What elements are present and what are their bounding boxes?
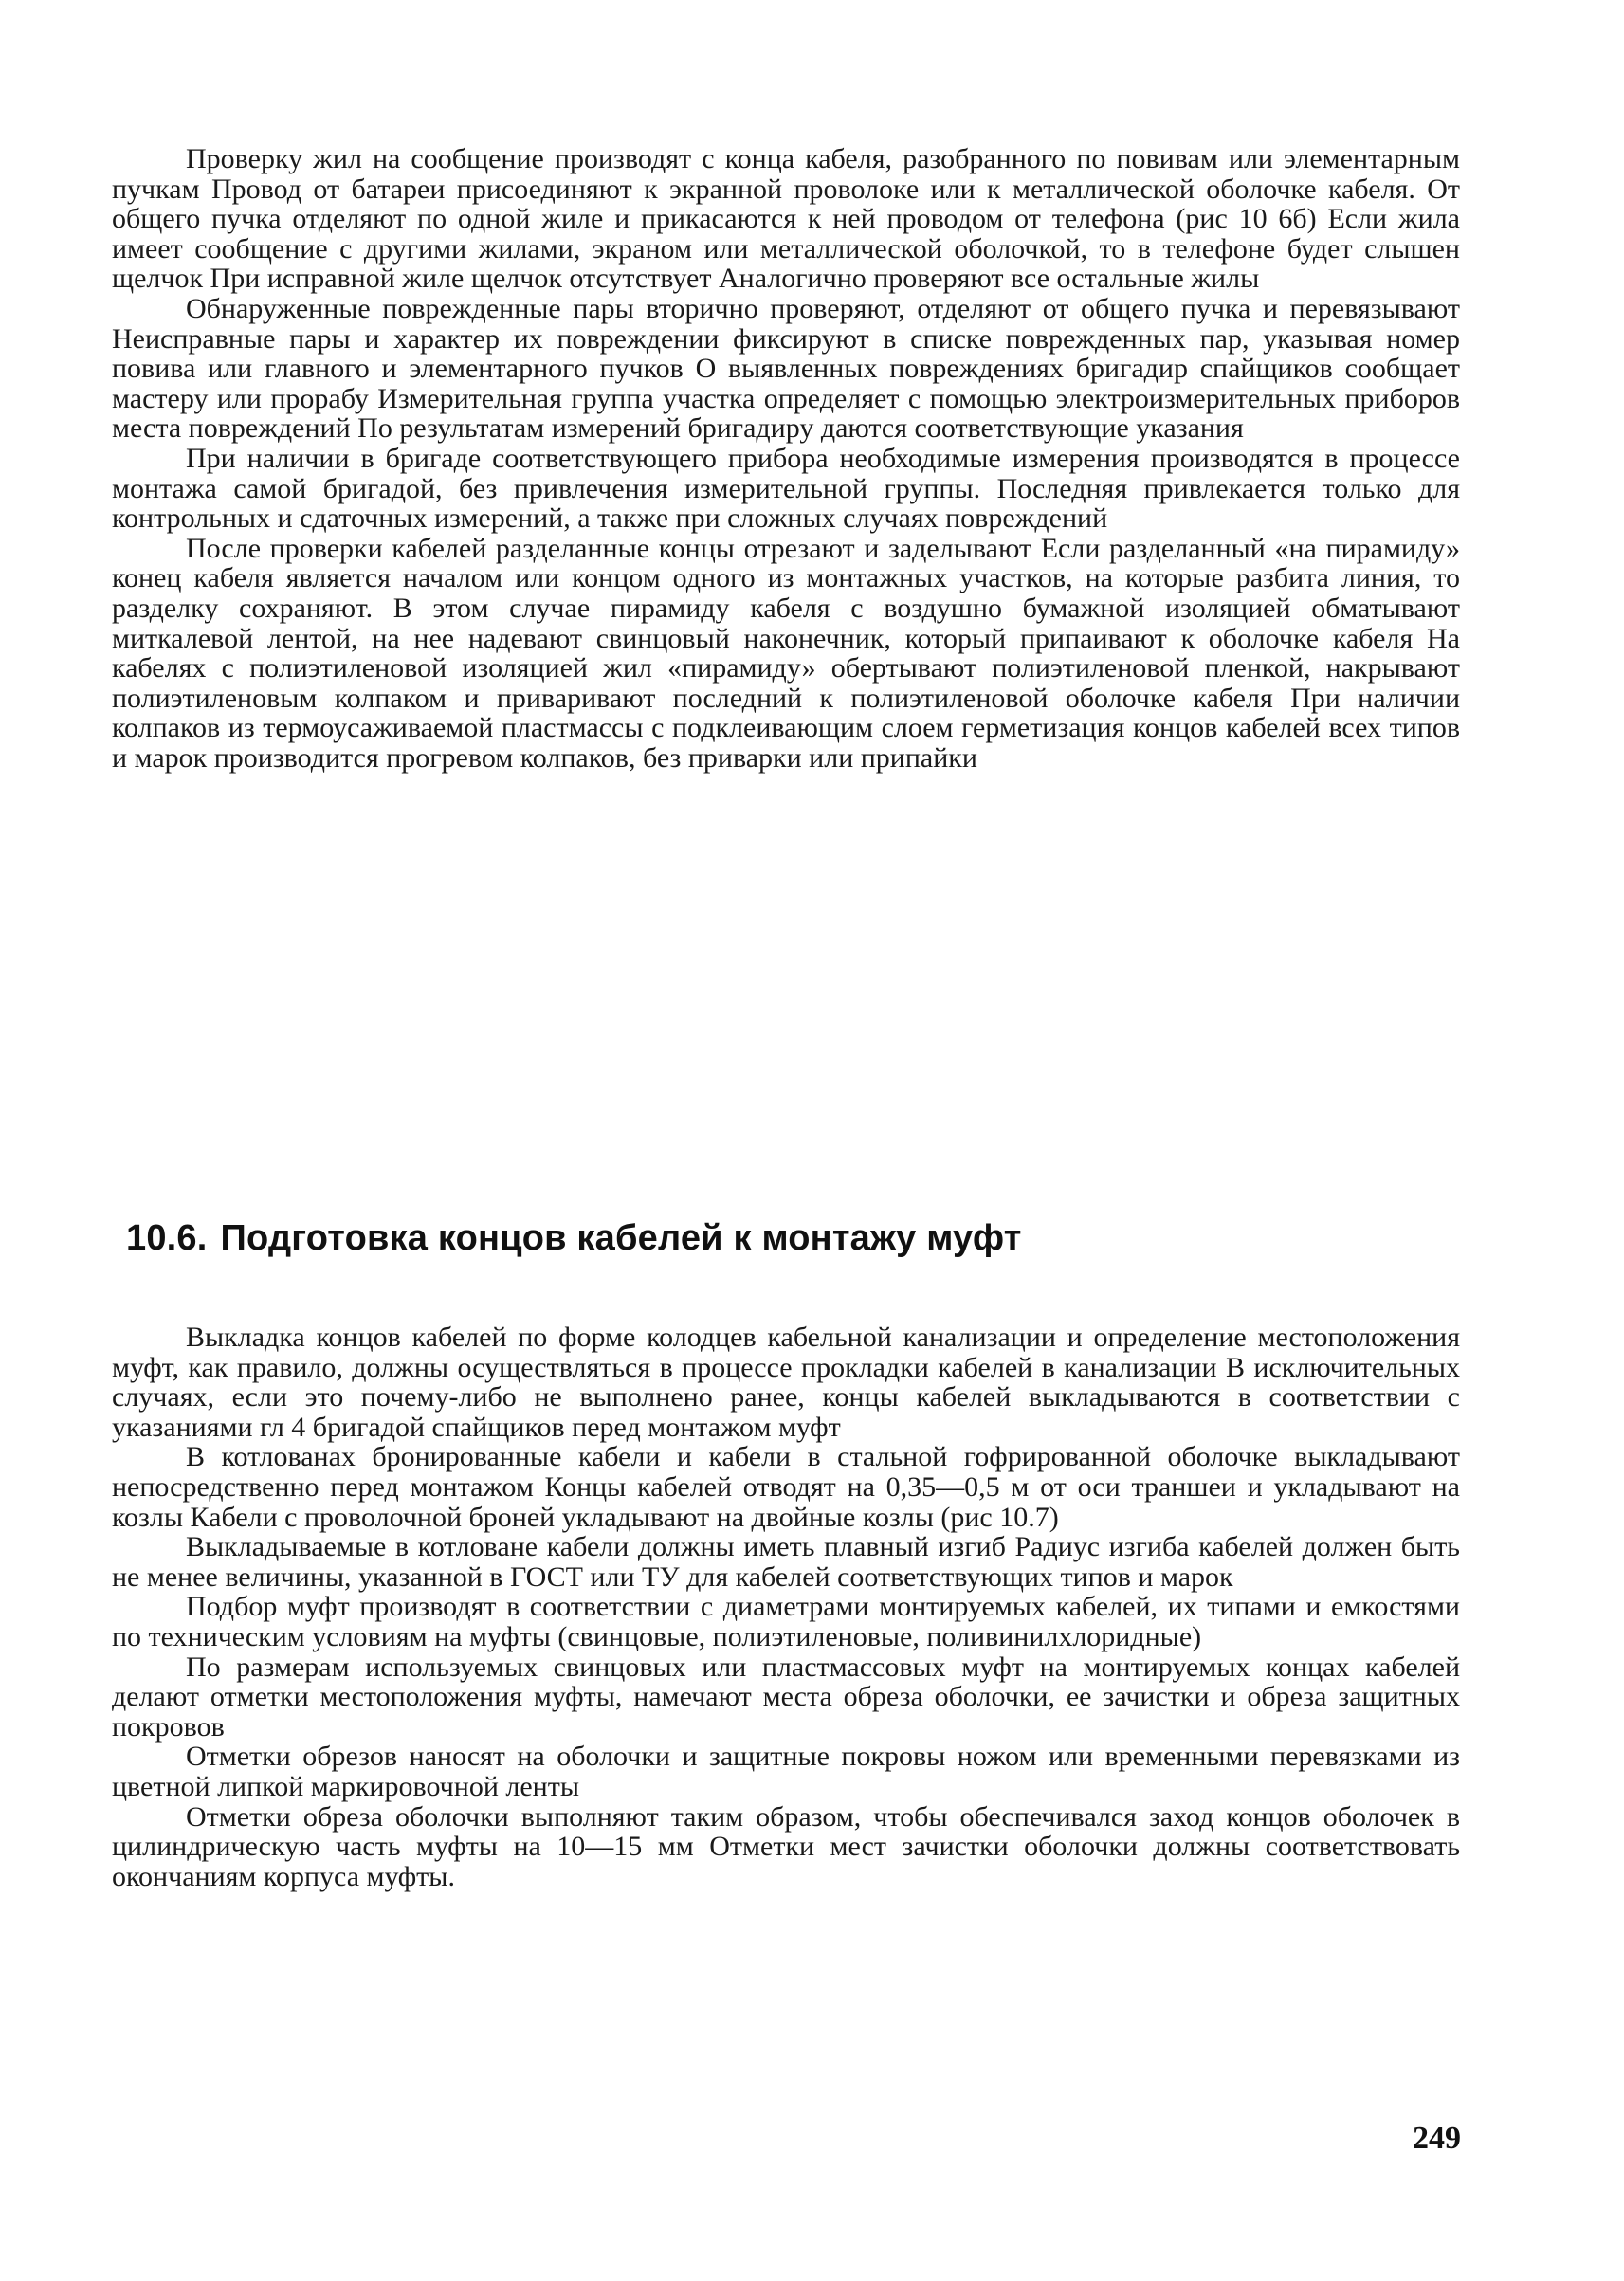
paragraph-pits: В котлованах бронированные кабели и кабели в стальной гофрированной оболочке выкладывают непосредственно перед монтажом Концы кабелей отводят на 0,35—0,5 м от оси траншеи и укладывают на козлы Кабели с проволочной броней укладывают на двойные козлы (рис 10.7) bbox=[112, 1441, 1460, 1533]
section-heading bbox=[126, 1217, 1453, 1259]
paragraph-marking: По размерам используемых свинцовых или пластмассовых муфт на монтируемых концах кабелей делают отметки местоположения муфты, намечают места обреза оболочки, ее зачистки и обреза защитных покровов bbox=[112, 1651, 1460, 1743]
section-number: 10.6. bbox=[126, 1218, 208, 1258]
paragraph-damaged-pairs: Обнаруженные поврежденные пары вторично проверяют, отделяют от общего пучка и перевязывают Неисправные пары и характер их повреждении фиксируют в списке поврежденных пар, указывая номер повива или главного и элементарного пучков О выявленных повреждениях бригадир спайщиков сообщает мастеру или прорабу Измерительная группа участка определяет с помощью электроизмерительных приборов места повреждений По результатам измерений бригадиру даются соответствующие указания bbox=[112, 292, 1460, 445]
paragraph-sheath-marks: Отметки обреза оболочки выполняют таким образом, чтобы обеспечивался заход концов оболочек в цилиндрическую часть муфты на 10—15 мм Отметки мест зачистки оболочки должны соответствовать окончаниям корпуса муфты. bbox=[112, 1800, 1460, 1892]
lower-text-block bbox=[112, 1323, 1460, 1891]
paragraph-wire-check: Проверку жил на сообщение производят с конца кабеля, разобранного по повивам или элементарным пучкам Провод от батареи присоединяют к экранной проволоке или к металлической оболочке кабеля. От общего пучка отделяют по одной жиле и прикасаются к ней проводом от телефона (рис 10 6б) Если жила имеет сообщение с другими жилами, экраном или металлической оболочкой, то в телефоне будет слышен щелчок При исправной жиле щелчок отсутствует Аналогично проверяют все остальные жилы bbox=[112, 143, 1460, 295]
paragraph-measurements: При наличии в бригаде соответствующего прибора необходимые измерения производятся в процессе монтажа самой бригадой, без привлечения измерительной группы. Последняя привлекается только для контрольных и сдаточных измерений, а также при сложных случаях повреждений bbox=[112, 442, 1460, 535]
paragraph-cable-ends-sealing: После проверки кабелей разделанные концы отрезают и заделывают Если разделанный «на пирамиду» конец кабеля является началом или концом одного из монтажных участков, на которые разбита линия, то разделку сохраняют. В этом случае пирамиду кабеля с воздушно бумажной изоляцией обматывают миткалевой лентой, на нее надевают свинцовый наконечник, который припаивают к оболочке кабеля На кабелях с полиэтиленовой изоляцией жил «пирамиду» обертывают полиэтиленовой пленкой, накрывают полиэтиленовым колпаком и приваривают последний к полиэтиленовой оболочке кабеля При наличии колпаков из термоусаживаемой пластмассы с подклеивающим слоем герметизация концов кабелей всех типов и марок производится прогревом колпаков, без приварки или припайки bbox=[112, 532, 1460, 774]
upper-text-block bbox=[112, 144, 1460, 773]
paragraph-cut-marks: Отметки обрезов наносят на оболочки и защитные покровы ножом или временными перевязками из цветной липкой маркировочной ленты bbox=[112, 1741, 1460, 1802]
section-title: Подготовка концов кабелей к монтажу муфт bbox=[220, 1218, 1022, 1258]
page-number: 249 bbox=[1413, 2121, 1461, 2156]
paragraph-cable-layout: Выкладка концов кабелей по форме колодцев кабельной канализации и определение местоположения муфт, как правило, должны осуществляться в процессе прокладки кабелей в канализации В исключительных случаях, если это почему-либо не выполнено ранее, концы кабелей выкладываются в соответствии с указаниями гл 4 бригадой спайщиков перед монтажом муфт bbox=[112, 1322, 1460, 1443]
paragraph-sleeve-selection: Подбор муфт производят в соответствии с диаметрами монтируемых кабелей, их типами и емкостями по техническим условиям на муфты (свинцовые, полиэтиленовые, поливинилхлоридные) bbox=[112, 1591, 1460, 1652]
paragraph-bend-radius: Выкладываемые в котловане кабели должны иметь плавный изгиб Радиус изгиба кабелей должен быть не менее величины, указанной в ГОСТ или ТУ для кабелей соответствующих типов и марок bbox=[112, 1531, 1460, 1593]
